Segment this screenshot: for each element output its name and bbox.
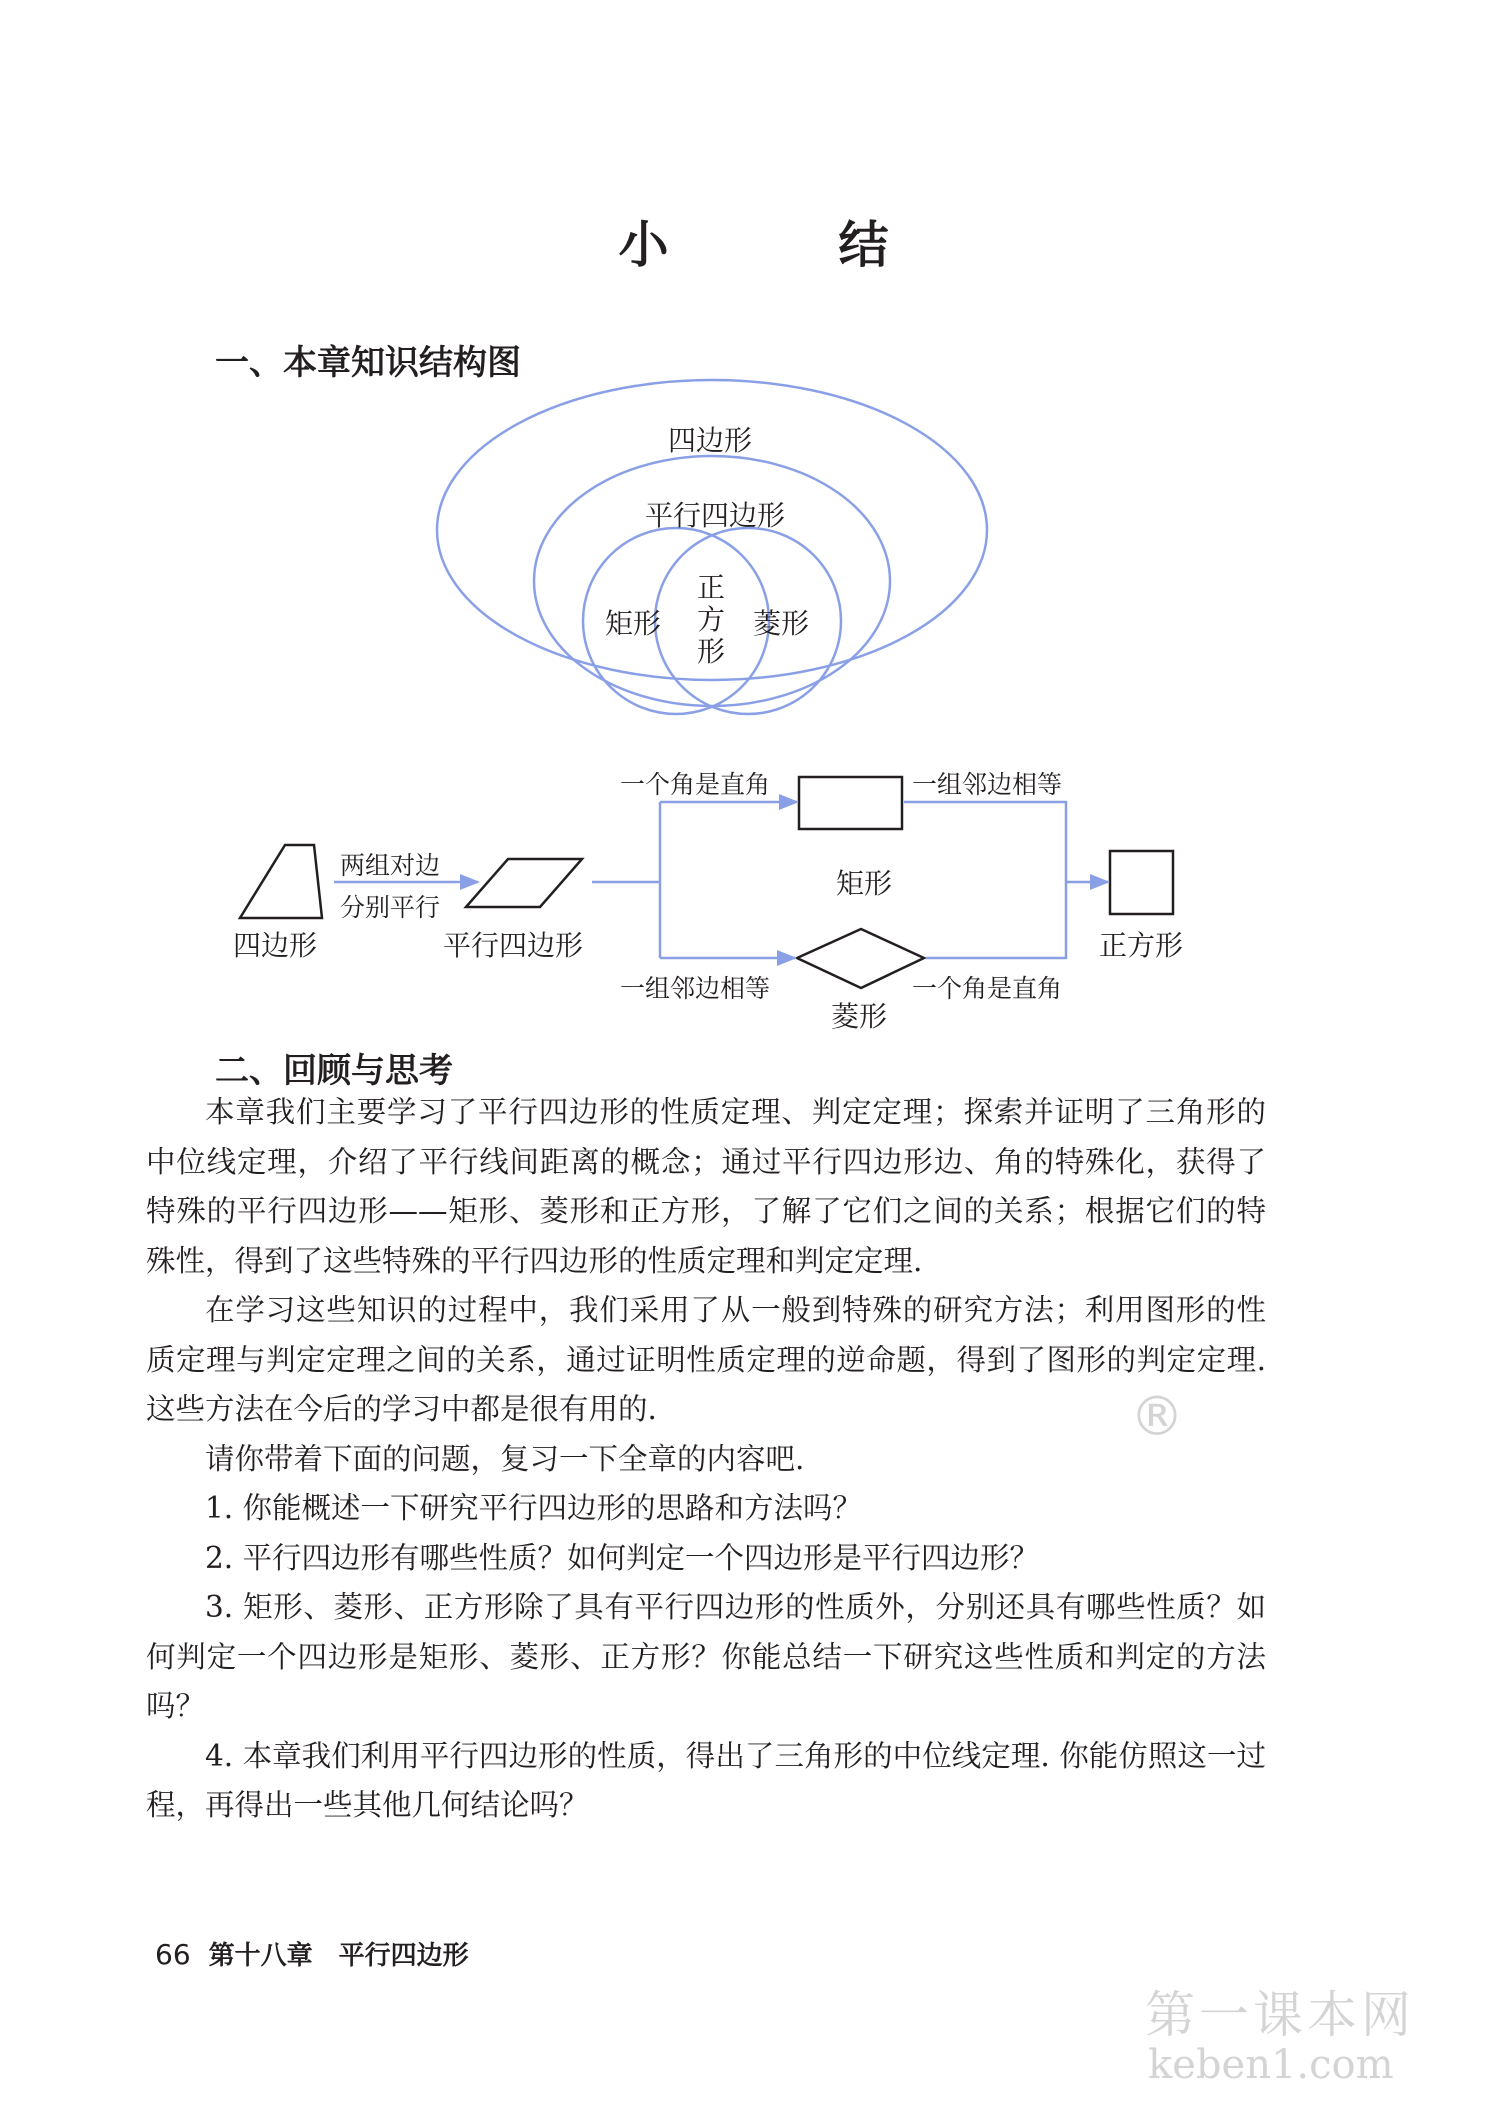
venn-label-parallelogram: 平行四边形 [645, 499, 786, 532]
paragraph: 请你带着下面的问题，复习一下全章的内容吧. [205, 1441, 805, 1476]
question-item: 2. 平行四边形有哪些性质？如何判定一个四边形是平行四边形？ [205, 1540, 1040, 1575]
venn-label-rhombus: 菱形 [753, 607, 810, 640]
label-rectangle: 矩形 [836, 867, 893, 900]
venn-label-square-3: 形 [697, 635, 726, 668]
page-number: 66 [155, 1938, 191, 1971]
square-shape [1110, 851, 1173, 914]
parallelogram-shape [466, 859, 582, 907]
chapter-title: 第十八章 平行四边形 [208, 1941, 469, 1971]
review-body [146, 1088, 1266, 1831]
paragraph: 在学习这些知识的过程中，我们采用了从一般到特殊的研究方法；利用图形的性质定理与判定定理之间的关系，通过证明性质定理的逆命题，得到了图形的判定定理. 这些方法在今后的学习中都是很有用的. [146, 1293, 1266, 1426]
page-title: 小 结 [618, 215, 949, 274]
page-footer [155, 1935, 469, 1972]
label-parallelogram: 平行四边形 [443, 929, 584, 962]
quadrilateral-shape [240, 845, 322, 918]
label-square: 正方形 [1099, 929, 1184, 962]
venn-label-rectangle: 矩形 [605, 607, 662, 640]
rhombus-shape [797, 929, 924, 988]
cond-adjacent-equal-bottom: 一组邻边相等 [620, 974, 771, 1003]
line-rectangle-to-merge [904, 802, 1066, 958]
cond-one-right-angle-bottom: 一个角是直角 [912, 974, 1063, 1003]
venn-label-square-1: 正 [697, 571, 726, 604]
venn-label-quadrilateral: 四边形 [668, 424, 753, 457]
cond-two-pairs-line2: 分别平行 [340, 893, 441, 922]
cond-adjacent-equal-top: 一组邻边相等 [912, 770, 1063, 799]
section-heading-structure: 一、本章知识结构图 [215, 343, 521, 383]
cond-one-right-angle-top: 一个角是直角 [620, 770, 771, 799]
venn-label-square-2: 方 [697, 603, 726, 636]
label-rhombus: 菱形 [831, 1000, 888, 1033]
paragraph: 本章我们主要学习了平行四边形的性质定理、判定定理；探索并证明了三角形的中位线定理，介绍了平行线间距离的概念；通过平行四边形边、角的特殊化，获得了特殊的平行四边形——矩形、菱形和正方形，了解了它们之间的关系；根据它们的特殊性，得到了这些特殊的平行四边形的性质定理和判定定理. [146, 1095, 1266, 1278]
registered-mark: ® [1130, 1385, 1184, 1448]
question-item: 1. 你能概述一下研究平行四边形的思路和方法吗？ [205, 1491, 863, 1525]
watermark-site-cn: 第一课本网 [1145, 1986, 1415, 2044]
cond-two-pairs-line1: 两组对边 [340, 851, 441, 880]
label-quadrilateral: 四边形 [233, 929, 318, 962]
rectangle-shape [799, 777, 902, 829]
question-item: 3. 矩形、菱形、正方形除了具有平行四边形的性质外，分别还具有哪些性质？如何判定一个四边形是矩形、菱形、正方形？你能总结一下研究这些性质和判定的方法吗？ [146, 1590, 1266, 1723]
question-item: 4. 本章我们利用平行四边形的性质，得出了三角形的中位线定理. 你能仿照这一过程，再得出一些其他几何结论吗？ [146, 1738, 1266, 1822]
section-heading-review: 二、回顾与思考 [215, 1051, 453, 1091]
watermark-site-en: keben1.com [1148, 2042, 1394, 2088]
